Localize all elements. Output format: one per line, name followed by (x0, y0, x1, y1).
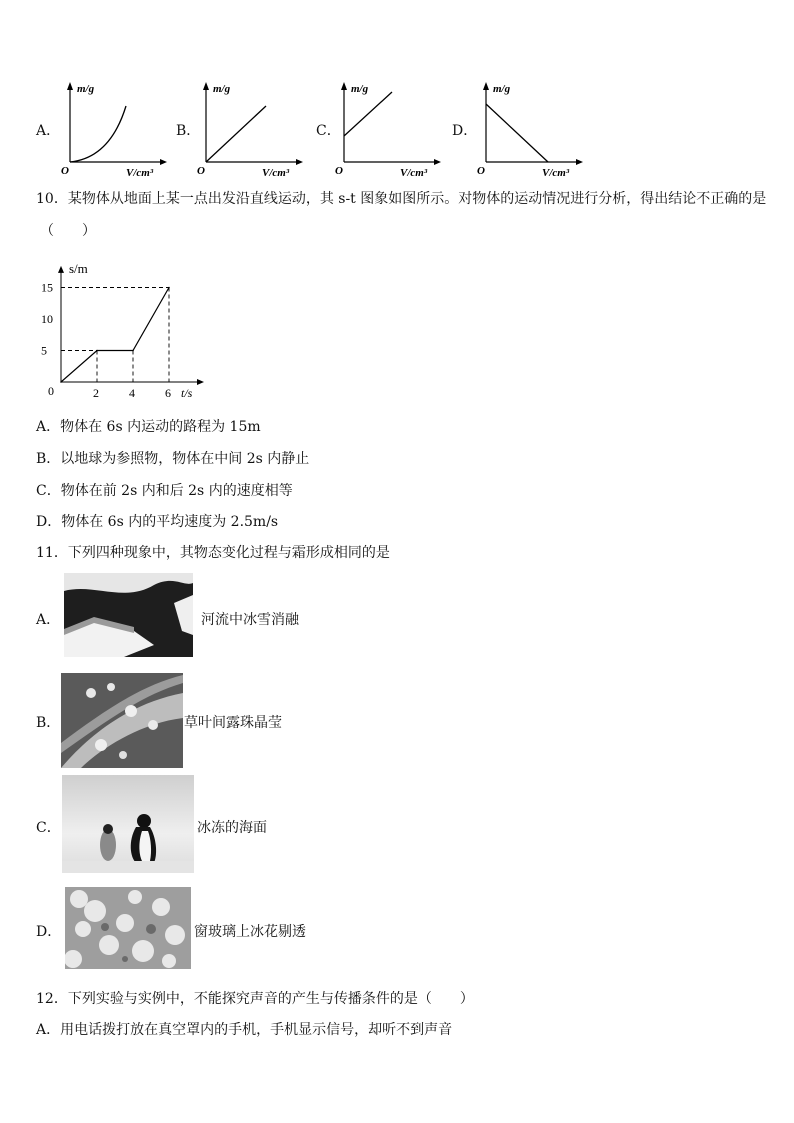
q9-b-xlabel: V/cm³ (262, 167, 290, 179)
q11-option-d-caption: 窗玻璃上冰花剔透 (194, 924, 306, 940)
q9-option-a-letter: A． (36, 123, 61, 139)
q9-graph-d (476, 80, 586, 180)
q9-d-ylabel: m/g (493, 83, 511, 95)
penguins-on-ice-photo (62, 775, 194, 873)
frost-pattern-photo (65, 887, 191, 969)
q11-option-b-letter: B． (36, 715, 61, 731)
q9-graph-b (196, 80, 306, 180)
dew-drops-photo (61, 673, 183, 768)
q9-options (0, 0, 794, 185)
y-tick-5: 5 (41, 343, 47, 358)
x-axis-label: t/s (181, 386, 193, 400)
q9-d-xlabel: V/cm³ (542, 167, 570, 179)
st-chart (40, 250, 220, 400)
x-tick-6: 6 (165, 386, 171, 400)
x-tick-2: 2 (93, 386, 99, 400)
q11-option-c-caption: 冰冻的海面 (197, 820, 267, 836)
q10-option-c: C．物体在前 2s 内和后 2s 内的速度相等 (36, 483, 293, 499)
q11-option-c-letter: C． (36, 820, 61, 836)
q11-option-a-caption: 河流中冰雪消融 (201, 612, 299, 628)
y-axis-arrow (58, 266, 64, 273)
y-tick-10: 10 (41, 312, 53, 326)
y-tick-15: 15 (41, 280, 53, 295)
q10-option-a: A．物体在 6s 内运动的路程为 15m (36, 419, 261, 435)
st-series-line (61, 288, 169, 383)
q9-graph-c (334, 80, 444, 180)
q11-option-a-letter: A． (36, 612, 61, 628)
q11-option-d-letter: D． (36, 924, 62, 940)
q12-option-a: A．用电话拨打放在真空罩内的手机，手机显示信号，却听不到声音 (36, 1022, 453, 1038)
data-point-0 (60, 381, 62, 383)
q9-option-d-letter: D． (452, 123, 478, 139)
q10-bracket: （ ） (40, 223, 96, 239)
data-point-1 (96, 350, 98, 352)
q11-stem: 11．下列四种现象中，其物态变化过程与霜形成相同的是 (36, 545, 390, 561)
q9-option-b-letter: B． (176, 123, 201, 139)
x-tick-4: 4 (129, 386, 135, 400)
data-point-3 (168, 287, 170, 289)
q9-option-c-letter: C． (316, 123, 341, 139)
q9-c-xlabel: V/cm³ (400, 167, 428, 179)
q9-a-xlabel: V/cm³ (126, 167, 154, 179)
q9-b-origin: O (197, 165, 205, 177)
q12-stem: 12．下列实验与实例中，不能探究声音的产生与传播条件的是（ ） (36, 991, 474, 1007)
q9-b-ylabel: m/g (213, 83, 231, 95)
q10-stem: 10．某物体从地面上某一点出发沿直线运动，其 s-t 图象如图所示。对物体的运动情况进行分析，得出结论不正确的是 (36, 191, 767, 207)
q9-d-origin: O (477, 165, 485, 177)
q9-c-ylabel: m/g (351, 83, 369, 95)
x-axis-arrow (197, 379, 204, 385)
origin-label: 0 (48, 384, 54, 398)
q9-a-ylabel: m/g (77, 83, 95, 95)
q9-graph-a (60, 80, 170, 180)
q9-c-origin: O (335, 165, 343, 177)
q9-a-origin: O (61, 165, 69, 177)
y-axis-label: s/m (69, 260, 88, 276)
data-point-2 (132, 350, 134, 352)
melting-ice-photo (64, 573, 193, 657)
q11-option-b-caption: 草叶间露珠晶莹 (184, 715, 282, 731)
q10-option-b: B．以地球为参照物，物体在中间 2s 内静止 (36, 451, 310, 467)
q10-option-d: D．物体在 6s 内的平均速度为 2.5m/s (36, 514, 279, 530)
